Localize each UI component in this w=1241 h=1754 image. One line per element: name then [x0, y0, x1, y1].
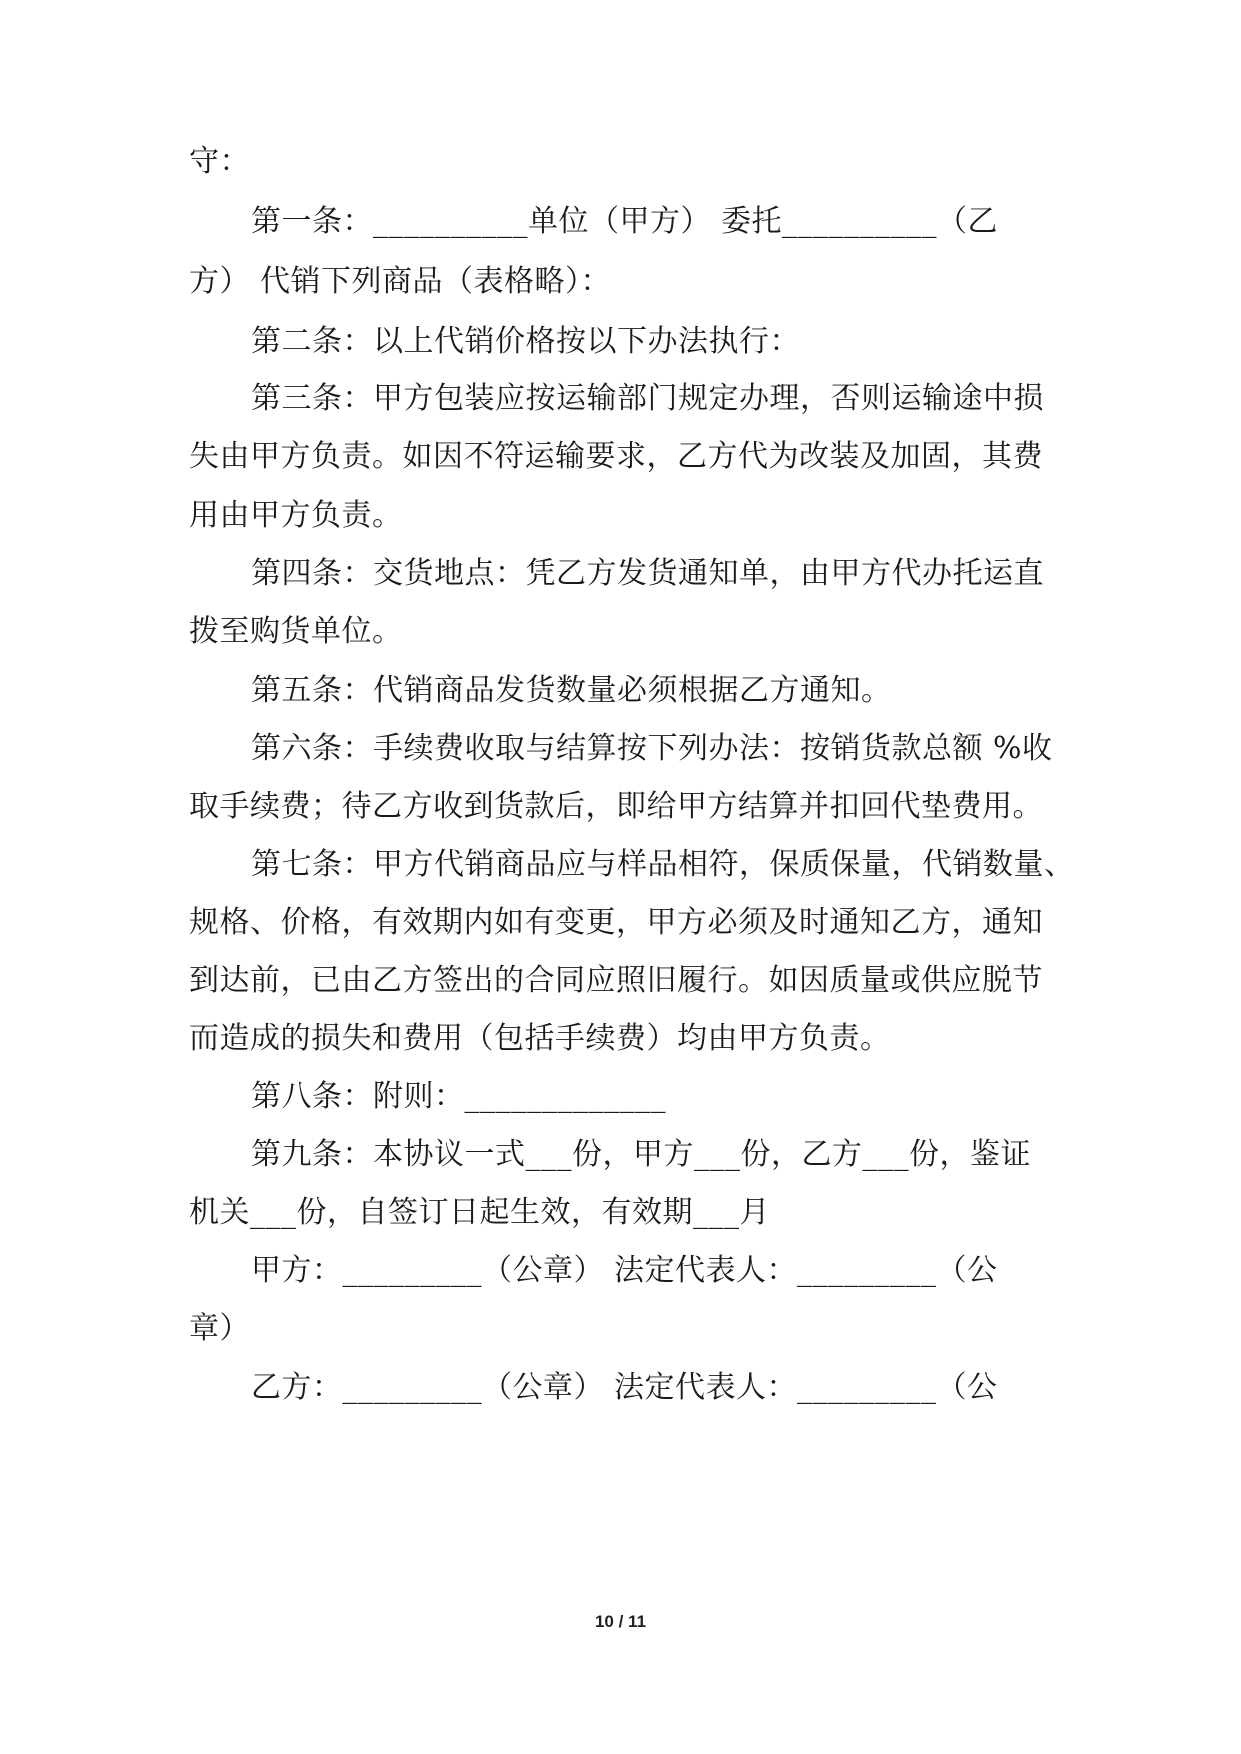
article-6-line-2: 取手续费；待乙方收到货款后，即给甲方结算并扣回代垫费用。 [189, 789, 1043, 824]
article-3-line-2: 失由甲方负责。如因不符运输要求，乙方代为改装及加固，其费 [189, 439, 1043, 474]
page-number: 10 / 11 [594, 1612, 647, 1631]
article-4-line-1: 第四条：交货地点：凭乙方发货通知单，由甲方代办托运直 [251, 556, 1044, 591]
article-6-line-1: 第六条：手续费收取与结算按下列办法：按销货款总额 %收 [251, 731, 1053, 766]
article-9-line-1: 第九条：本协议一式___份，甲方___份，乙方___份，鉴证 [251, 1137, 1031, 1172]
article-7-line-2: 规格、价格，有效期内如有变更，甲方必须及时通知乙方，通知 [189, 905, 1043, 940]
article-7-line-1: 第七条：甲方代销商品应与样品相符，保质保量，代销数量、 [251, 847, 1075, 882]
article-2-line-1: 第二条：以上代销价格按以下办法执行： [251, 324, 800, 359]
party-b-signature-line-1: 乙方：_________（公章） 法定代表人：_________（公 [251, 1370, 998, 1405]
party-a-signature-line-2: 章） [189, 1311, 250, 1346]
article-4-line-2: 拨至购货单位。 [189, 614, 403, 649]
article-1-line-2: 方） 代销下列商品（表格略）： [189, 264, 612, 299]
party-a-signature-line-1: 甲方：_________（公章） 法定代表人：_________（公 [251, 1253, 998, 1288]
article-5-line-1: 第五条：代销商品发货数量必须根据乙方通知。 [251, 673, 892, 708]
article-3-line-3: 用由甲方负责。 [189, 498, 403, 533]
article-7-line-3: 到达前，已由乙方签出的合同应照旧履行。如因质量或供应脱节 [189, 963, 1043, 998]
article-9-line-2: 机关___份，自签订日起生效，有效期___月 [189, 1195, 770, 1230]
article-3-line-1: 第三条：甲方包装应按运输部门规定办理，否则运输途中损 [251, 381, 1044, 416]
article-7-line-4: 而造成的损失和费用（包括手续费）均由甲方负责。 [189, 1021, 891, 1056]
article-8-line-1: 第八条：附则：_____________ [251, 1079, 666, 1114]
text-line-1: 守： [189, 144, 250, 179]
article-1-line-1: 第一条：__________单位（甲方） 委托__________（乙 [251, 204, 999, 239]
